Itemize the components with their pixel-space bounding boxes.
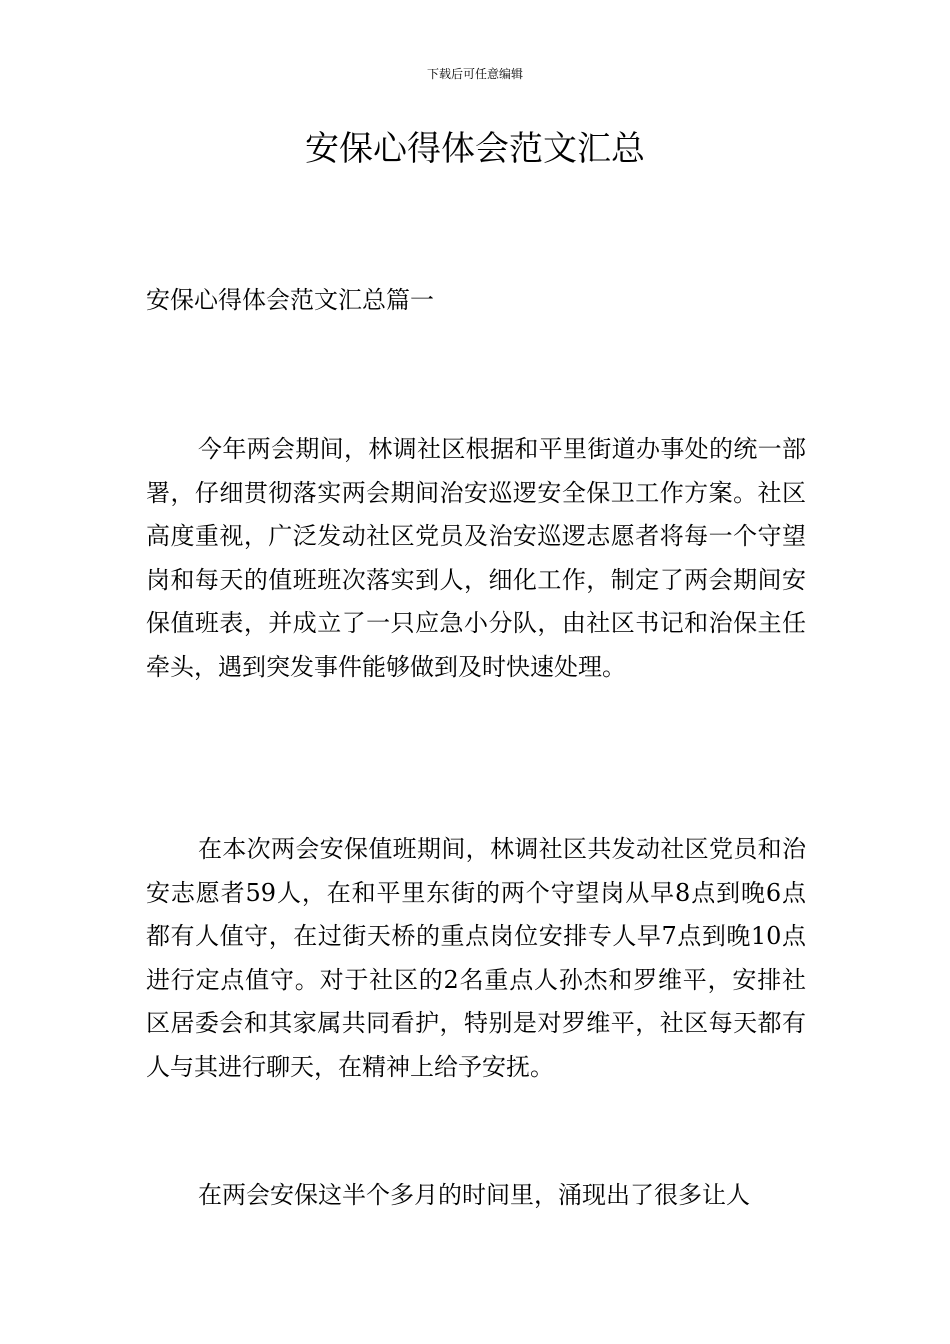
paragraph-3: 在两会安保这半个多月的时间里，涌现出了很多让人 — [198, 1181, 750, 1209]
header-note: 下载后可任意编辑 — [426, 67, 523, 81]
paragraph-1: 今年两会期间，林调社区根据和平里街道办事处的统一部署，仔细贯彻落实两会期间治安巡逻安全保卫工作方案。社区高度重视，广泛发动社区党员及治安巡逻志愿者将每一个守望岗和每天的值班班次落实到人，细化工作，制定了两会期间安保值班表，并成立了一只应急小分队，由社区书记和治保主任牵头，遇到突发事件能够做到及时快速处理。 — [146, 435, 806, 681]
document-title: 安保心得体会范文汇总 — [305, 129, 645, 169]
section-heading: 安保心得体会范文汇总篇一 — [146, 286, 434, 314]
paragraph-2: 在本次两会安保值班期间，林调社区共发动社区党员和治安志愿者59人，在和平里东街的两个守望岗从早8点到晚6点都有人值守，在过街天桥的重点岗位安排专人早7点到晚10点进行定点值守。对于社区的2名重点人孙杰和罗维平，安排社区居委会和其家属共同看护，特别是对罗维平，社区每天都有人与其进行聊天，在精神上给予安抚。 — [146, 835, 806, 1081]
